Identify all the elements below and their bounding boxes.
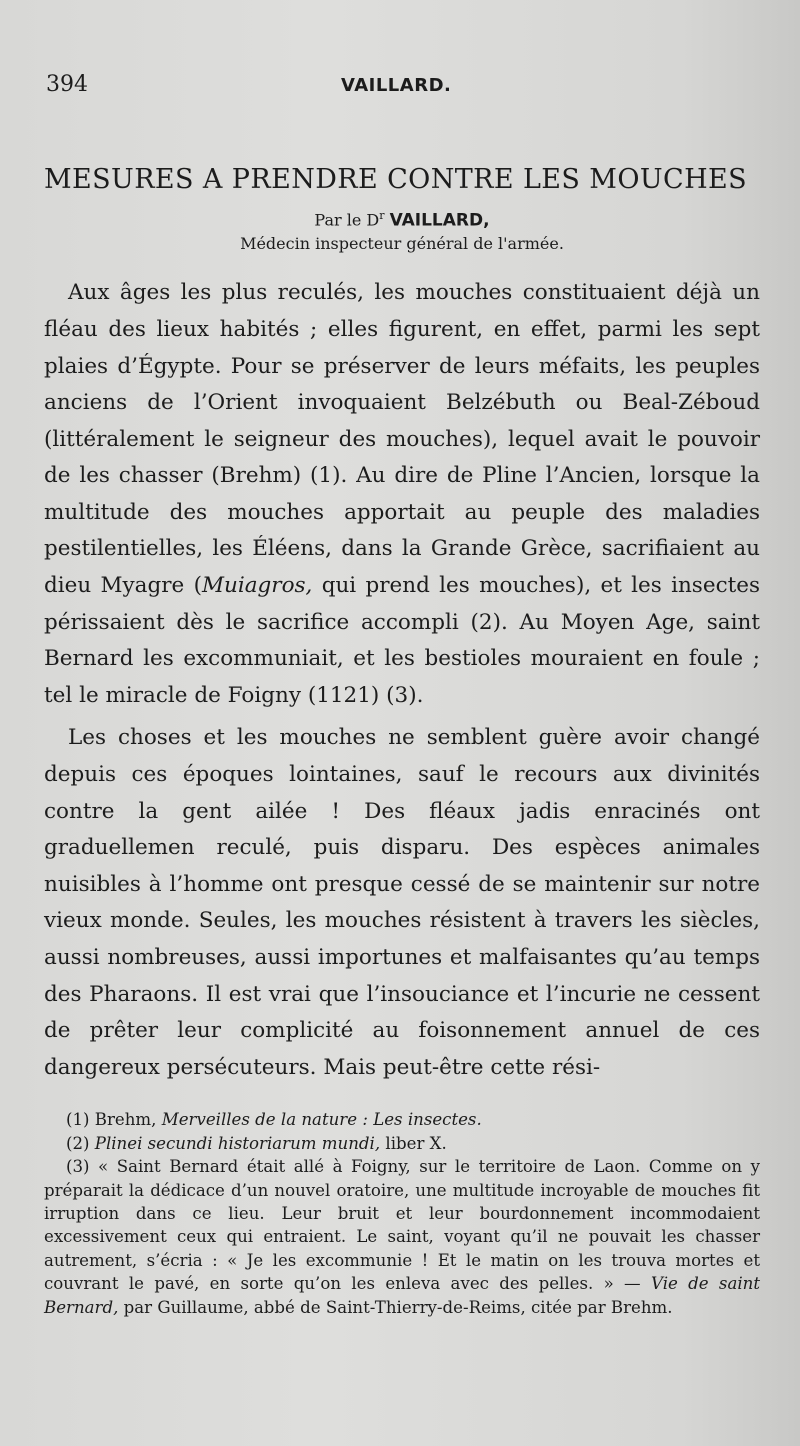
page-header — [44, 72, 760, 112]
italic-term: Muiagros, — [201, 573, 313, 599]
byline — [44, 209, 760, 230]
paragraph: Aux âges les plus reculés, les mouches constituaient déjà un fléau des lieux habités ; elles figurent, en effet, parmi les sept plaies d’Égypte. Pour se préserver de leurs méfaits, les peuples anciens de l’Orient invoquaient Belzébuth ou Beal-Zéboud (littéralement le seigneur des mouches), lequel avait le pouvoir de les chasser (Brehm) (1). Au dire de Pline l’Ancien, lorsque la multitude des mouches apportait au peuple des maladies pestilentielles, les Éléens, dans la Grande Grèce, sacrifiaient au dieu Myagre (Muiagros, qui prend les mouches), et les insectes périssaient dès le sacrifice accompli (2). Au Moyen Age, saint Bernard les excommuniait, et les bestioles mouraient en foule ; tel le miracle de Foigny (1121) (3). — [44, 280, 761, 708]
byline-superscript: r — [379, 209, 385, 222]
page-number: 394 — [46, 72, 88, 97]
running-head: VAILLARD. — [341, 75, 452, 96]
footnote: (2) Plinei secundi historiarum mundi, liber X. — [66, 1133, 447, 1153]
paragraph: Les choses et les mouches ne semblent guère avoir changé depuis ces époques lointaines, sauf le recours aux divinités contre la gent ailée ! Des fléaux jadis enracinés ont graduellemen reculé, puis disparu. Des espèces animales nuisibles à l’homme ont presque cessé de se maintenir sur notre vieux monde. Seules, les mouches résistent à travers les siècles, aussi nombreuses, aussi importunes et malfaisantes qu’au temps des Pharaons. Il est vrai que l’insouciance et l’incurie ne cessent de prêter leur complicité au foisonnement annuel de ces dangereux persécuteurs. Mais peut-être cette rési- — [44, 725, 760, 1080]
footnote: (3) « Saint Bernard était allé à Foigny, sur le territoire de Laon. Comme on y préparait la dédicace d’un nouvel oratoire, une multitude incroyable de mouches fit irruption dans ce lieu. Leur bruit et leur bourdonnement incommodaient excessivement ceux qui entraient. Le saint, voyant qu’il ne pouvait les chasser autrement, s’écria : « Je les excommunie ! Et le matin on les trouva mortes et couvrant le pavé, en sorte qu’on les enleva avec des pelles. » — Vie de saint Bernard, par Guillaume, abbé de Saint-Thierry-de-Reims, citée par Brehm. — [44, 1157, 761, 1317]
article-title: MESURES A PRENDRE CONTRE LES MOUCHES — [44, 164, 748, 195]
author-affiliation: Médecin inspecteur général de l'armée. — [240, 234, 564, 254]
article-body — [44, 275, 760, 1086]
byline-prefix: Par le D — [314, 210, 380, 230]
footnote: (1) Brehm, Merveilles de la nature : Les insectes. — [66, 1110, 482, 1130]
author-name: VAILLARD, — [389, 210, 490, 231]
footnotes — [44, 1108, 760, 1319]
